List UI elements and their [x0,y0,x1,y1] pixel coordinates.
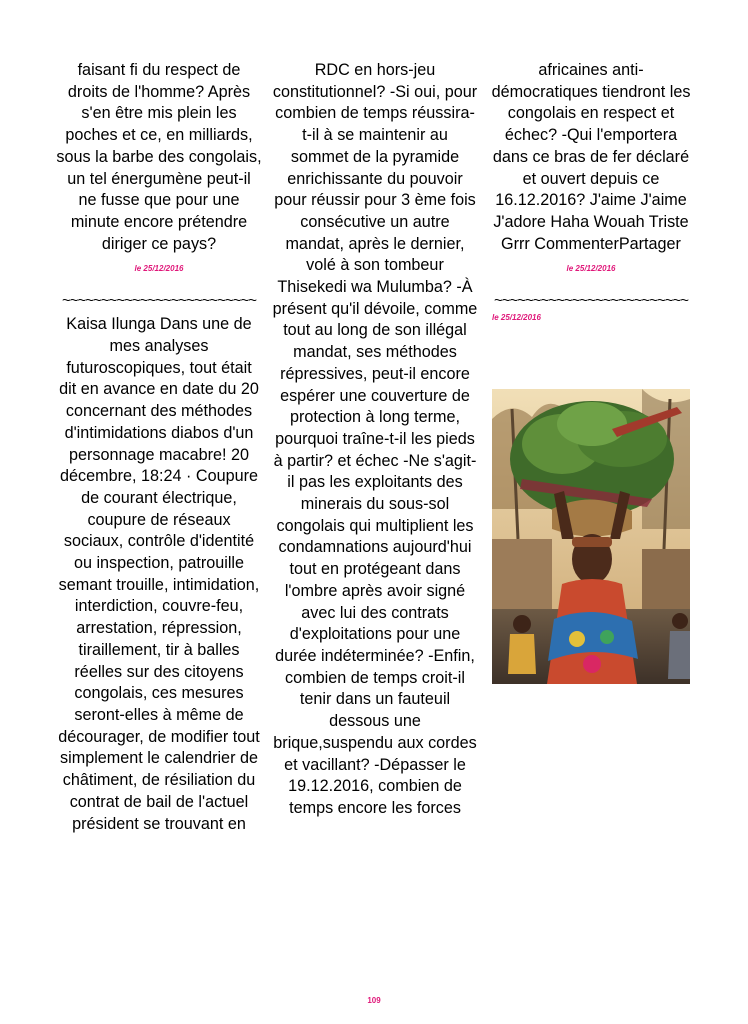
column-1 [56,60,262,835]
woman-carrying-greens-photo [492,389,690,684]
post-date: le 25/12/2016 [134,264,184,274]
page-number: 109 [367,996,381,1005]
post-date: le 25/12/2016 [492,313,541,323]
separator: ~~~~~~~~~~~~~~~~~~~~~~~~~ [494,294,688,309]
paragraph: RDC en hors-jeu constitutionnel? -Si oui, pour combien de temps réussira-t-il à se maintenir au sommet de la pyramide enrichissante du pouvoir pour réussir pour 3 ème fois consécutive un autre mandat, après le dernier, volé à son tombeur Thisekedi wa Mulumba? -À présent qu'il dévoile, comme tout au long de son illégal mandat, ses méthodes répressives, peut-il encore espérer une couverture de protection à long terme, pourquoi traîne-t-il les pieds à partir? et échec -Ne s'agit-il pas les exploitants des minerais du sous-sol congolais qui multiplient les condamnations aujourd'hui tout en protégeant dans l'ombre après avoir signé avec lui des contrats d'exploitations pour une durée indéterminée? -Enfin, combien de temps croit-il tenir dans un fauteuil dessous une brique,suspendu aux cordes et vacillant? -Dépasser le 19.12.2016, combien de temps encore les forces [272,61,478,817]
paragraph: africaines anti-démocratiques tiendront les congolais en respect et échec? -Qui l'emportera dans ce bras de fer déclaré et ouvert depuis ce 16.12.2016? J'aime J'aime J'adore Haha Wouah Triste Grrr CommenterPartager [491,61,691,253]
paragraph: faisant fi du respect de droits de l'homme? Après s'en être mis plein les poches et ce, en milliards, sous la barbe des congolais, un tel énergumène peut-il ne fusse que pour une minute encore prétendre diriger ce pays? [56,61,262,253]
paragraph: Kaisa Ilunga Dans une de mes analyses futuroscopiques, tout était dit en avance en date du 20 concernant des méthodes d'intimidations diabos d'un personnage macabre! 20 décembre, 18:24 · Coupure de courant électrique, coupure de réseaux sociaux, contrôle d'identité ou inspection, patrouille semant trouille, intimidation, interdiction, couvre-feu, arrestation, répression, tiraillement, tir à balles réelles sur des citoyens congolais, ces mesures seront-elles à même de décourager, de modifier tout simplement le calendrier de châtiment, de résiliation du contrat de bail de l'actuel président se trouvant en [58,315,260,833]
post-date: le 25/12/2016 [566,264,616,274]
column-2 [272,60,478,820]
column-3 [488,60,694,323]
separator: ~~~~~~~~~~~~~~~~~~~~~~~~~ [62,294,256,309]
